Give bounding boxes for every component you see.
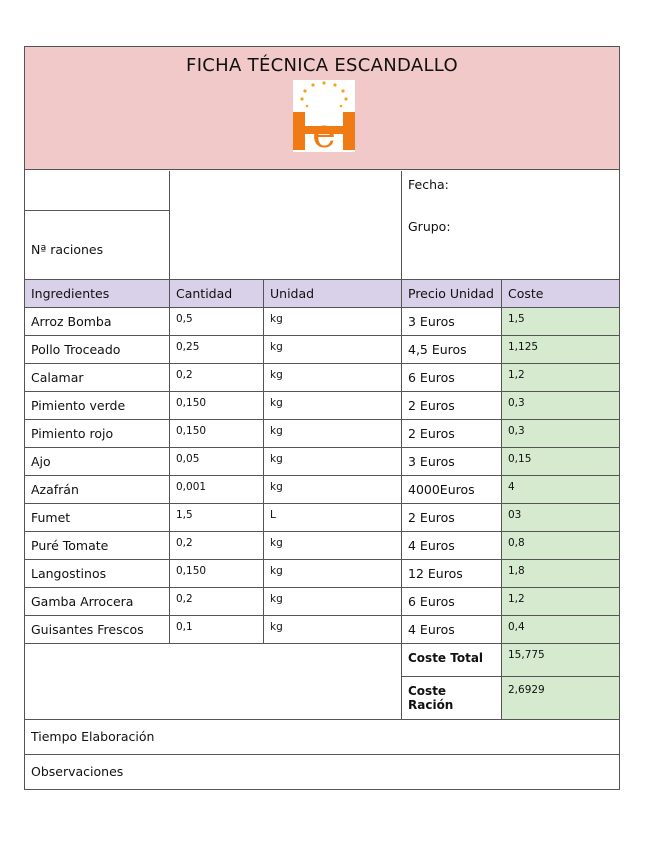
cell-precio-unidad: 3 Euros: [408, 454, 455, 469]
cell-unidad: kg: [270, 537, 283, 549]
cell-ingrediente: Ajo: [31, 454, 51, 469]
grupo-label: Grupo:: [408, 219, 451, 234]
cell-coste: 0,8: [508, 537, 525, 549]
divider: [25, 279, 619, 280]
cell-unidad: kg: [270, 341, 283, 353]
divider: [169, 280, 170, 644]
divider: [401, 171, 402, 279]
divider: [169, 171, 170, 279]
cell-coste: 1,5: [508, 313, 525, 325]
stars-icon: [293, 80, 355, 108]
header-ingredientes: Ingredientes: [31, 285, 110, 301]
cell-precio-unidad: 12 Euros: [408, 566, 463, 581]
cell-coste: 0,15: [508, 453, 532, 465]
cell-ingrediente: Pimiento verde: [31, 398, 126, 413]
cell-precio-unidad: 6 Euros: [408, 594, 455, 609]
sheet-title: FICHA TÉCNICA ESCANDALLO: [186, 55, 458, 76]
cell-cantidad: 0,25: [176, 341, 200, 353]
coste-racion-label: Coste Ración: [408, 684, 454, 712]
cell-cantidad: 0,150: [176, 425, 207, 437]
fecha-label: Fecha:: [408, 177, 449, 192]
cell-unidad: kg: [270, 565, 283, 577]
divider: [401, 280, 402, 720]
cell-ingrediente: Langostinos: [31, 566, 107, 581]
cell-precio-unidad: 6 Euros: [408, 370, 455, 385]
cell-coste: 0,4: [508, 621, 525, 633]
cell-coste: 0,3: [508, 397, 525, 409]
cell-unidad: kg: [270, 453, 283, 465]
escuela-hosteleria-logo: [293, 80, 355, 152]
cell-precio-unidad: 4 Euros: [408, 622, 455, 637]
divider: [402, 676, 619, 677]
tiempo-elaboracion-label: Tiempo Elaboración: [31, 729, 155, 744]
cell-precio-unidad: 4,5 Euros: [408, 342, 467, 357]
raciones-label: Nª raciones: [31, 242, 104, 257]
coste-total-value: 15,775: [508, 649, 545, 661]
cell-ingrediente: Pimiento rojo: [31, 426, 114, 441]
cell-unidad: kg: [270, 397, 283, 409]
cell-precio-unidad: 2 Euros: [408, 398, 455, 413]
cell-coste: 0,3: [508, 425, 525, 437]
cell-ingrediente: Azafrán: [31, 482, 79, 497]
cell-coste: 4: [508, 481, 515, 493]
cell-ingrediente: Gamba Arrocera: [31, 594, 134, 609]
ficha-tecnica-sheet: [24, 46, 620, 790]
blank-info-wide-cell[interactable]: [170, 171, 401, 279]
observaciones-label: Observaciones: [31, 764, 124, 779]
cell-ingrediente: Guisantes Frescos: [31, 622, 144, 637]
cell-unidad: kg: [270, 369, 283, 381]
cell-cantidad: 0,5: [176, 313, 193, 325]
sheet-header: [25, 47, 619, 170]
header-precio-unidad: Precio Unidad: [408, 285, 494, 301]
cell-precio-unidad: 2 Euros: [408, 510, 455, 525]
cell-unidad: kg: [270, 621, 283, 633]
cell-precio-unidad: 4000Euros: [408, 482, 475, 497]
cell-ingrediente: Puré Tomate: [31, 538, 109, 553]
cell-precio-unidad: 4 Euros: [408, 538, 455, 553]
cell-unidad: kg: [270, 425, 283, 437]
ingredients-table-body: [25, 308, 619, 643]
cell-unidad: kg: [270, 481, 283, 493]
header-cantidad: Cantidad: [176, 285, 233, 301]
cell-coste: 1,8: [508, 565, 525, 577]
cell-precio-unidad: 2 Euros: [408, 426, 455, 441]
blank-info-cell[interactable]: [25, 171, 169, 211]
cell-cantidad: 0,150: [176, 565, 207, 577]
divider: [501, 280, 502, 720]
coste-racion-value: 2,6929: [508, 684, 545, 696]
cell-cantidad: 0,2: [176, 593, 193, 605]
header-coste: Coste: [508, 285, 544, 301]
divider: [25, 307, 619, 308]
cell-coste: 1,125: [508, 341, 539, 353]
cell-cantidad: 0,2: [176, 369, 193, 381]
cell-cantidad: 0,150: [176, 397, 207, 409]
coste-total-label: Coste Total: [408, 651, 484, 665]
svg-text:e: e: [312, 111, 336, 152]
cell-coste: 03: [508, 509, 522, 521]
eh-letters-icon: [293, 106, 355, 152]
divider: [25, 719, 619, 720]
cell-ingrediente: Pollo Troceado: [31, 342, 121, 357]
header-unidad: Unidad: [270, 285, 315, 301]
cell-cantidad: 0,001: [176, 481, 207, 493]
cell-ingrediente: Calamar: [31, 370, 84, 385]
cell-ingrediente: Arroz Bomba: [31, 314, 112, 329]
cell-cantidad: 0,2: [176, 537, 193, 549]
cell-coste: 1,2: [508, 369, 525, 381]
cell-coste: 1,2: [508, 593, 525, 605]
divider: [25, 643, 619, 644]
cell-unidad: kg: [270, 313, 283, 325]
cell-unidad: L: [270, 509, 276, 521]
cell-precio-unidad: 3 Euros: [408, 314, 455, 329]
divider: [263, 280, 264, 644]
divider: [25, 754, 619, 755]
cell-cantidad: 1,5: [176, 509, 193, 521]
cell-cantidad: 0,1: [176, 621, 193, 633]
divider: [25, 210, 170, 211]
cell-cantidad: 0,05: [176, 453, 200, 465]
cell-ingrediente: Fumet: [31, 510, 71, 525]
cell-unidad: kg: [270, 593, 283, 605]
